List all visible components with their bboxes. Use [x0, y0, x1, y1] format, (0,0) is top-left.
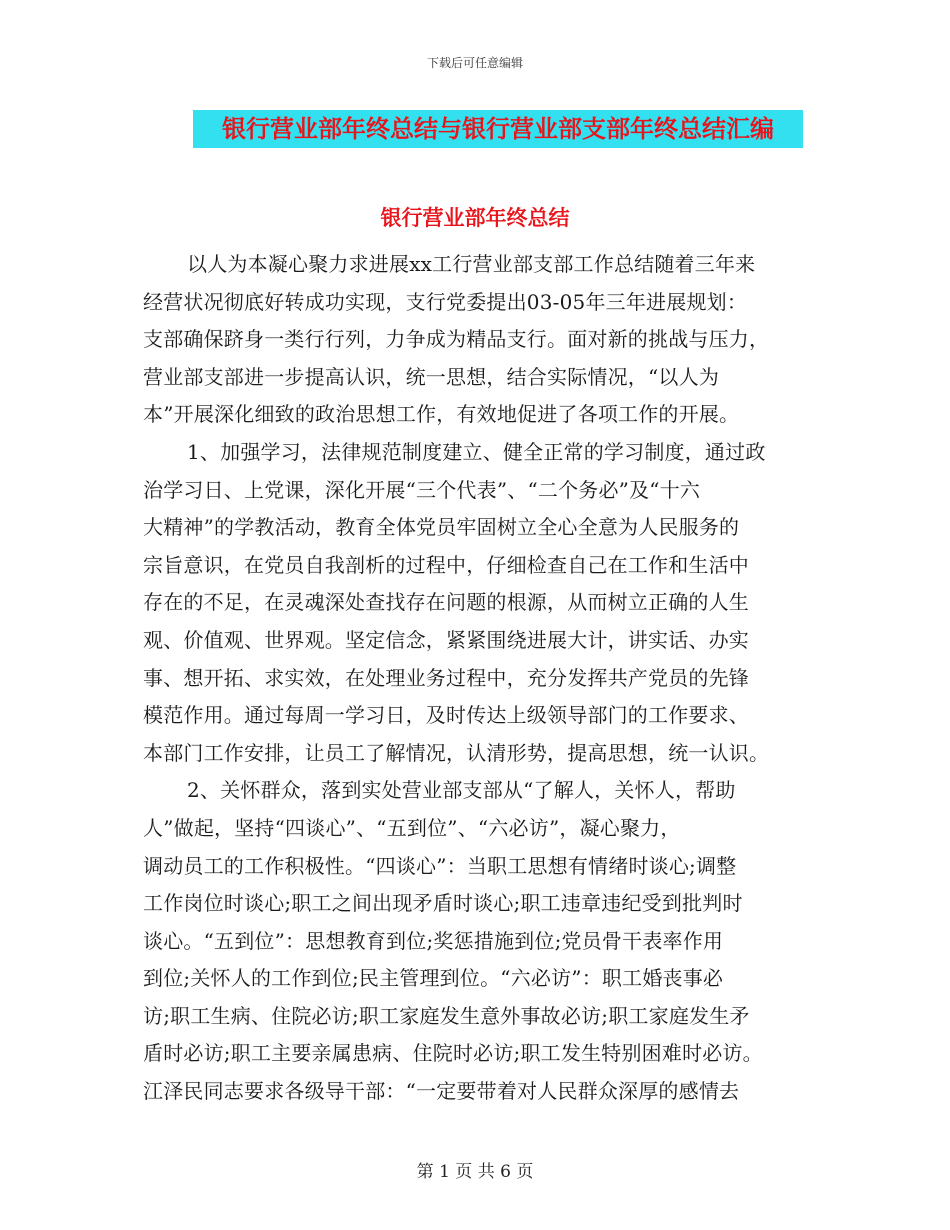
- paragraph-line: 江泽民同志要求各级导干部：“一定要带着对人民群众深厚的感情去: [143, 1079, 740, 1104]
- main-title-highlight: [193, 110, 803, 148]
- paragraph-line: 谈心。“五到位”：思想教育到位;奖惩措施到位;党员骨干表率作用: [143, 928, 724, 953]
- paragraph-line: 本”开展深化细致的政治思想工作，有效地促进了各项工作的开展。: [143, 402, 740, 427]
- page-header-note: 下载后可任意编辑: [426, 56, 523, 70]
- paragraph-line: 以人为本凝心聚力求进展xx工行营业部支部工作总结随着三年来: [187, 252, 756, 276]
- paragraph-line: 盾时必访;职工主要亲属患病、住院时必访;职工发生特别困难时必访。: [143, 1041, 763, 1066]
- paragraph-line: 存在的不足，在灵魂深处查找存在问题的根源，从而树立正确的人生: [143, 590, 749, 615]
- paragraph-line: 支部确保跻身一类行行列，力争成为精品支行。面对新的挑战与压力，: [143, 327, 770, 352]
- paragraph-line: 1、加强学习，法律规范制度建立、健全正常的学习制度，通过政: [187, 439, 766, 464]
- paragraph-line: 大精神”的学教活动，教育全体党员牢固树立全心全意为人民服务的: [143, 515, 740, 540]
- paragraph-line: 2、关怀群众，落到实处营业部支部从“了解人，关怀人，帮助: [187, 778, 736, 803]
- section-title: 银行营业部年终总结: [380, 206, 570, 230]
- paragraph-line: 调动员工的工作积极性。“四谈心”：当职工思想有情绪时谈心;调整: [143, 853, 737, 878]
- paragraph-line: 观、价值观、世界观。坚定信念，紧紧围绕进展大计，讲实话、办实: [143, 627, 749, 652]
- paragraph-line: 经营状况彻底好转成功实现，支行党委提出03-05年三年进展规划：: [143, 289, 748, 314]
- paragraph-line: 模范作用。通过每周一学习日，及时传达上级领导部门的工作要求、: [143, 703, 749, 728]
- main-title: 银行营业部年终总结与银行营业部支部年终总结汇编: [222, 115, 774, 143]
- paragraph-line: 本部门工作安排，让员工了解情况，认清形势，提高思想，统一认识。: [143, 740, 770, 765]
- page-number-footer: 第 1 页 共 6 页: [416, 1162, 534, 1182]
- paragraph-line: 治学习日、上党课，深化开展“三个代表”、“二个务必”及“十六: [143, 477, 701, 502]
- paragraph-line: 营业部支部进一步提高认识，统一思想，结合实际情况，“以人为: [143, 364, 720, 389]
- paragraph-line: 访;职工生病、住院必访;职工家庭发生意外事故必访;职工家庭发生矛: [143, 1003, 750, 1028]
- body-text: [143, 246, 823, 1111]
- paragraph-line: 工作岗位时谈心;职工之间出现矛盾时谈心;职工违章违纪受到批判时: [143, 891, 743, 916]
- paragraph-line: 事、想开拓、求实效，在处理业务过程中，充分发挥共产党员的先锋: [143, 665, 749, 690]
- paragraph-line: 人”做起，坚持“四谈心”、“五到位”、“六必访”，凝心聚力，: [143, 815, 681, 840]
- paragraph-line: 到位;关怀人的工作到位;民主管理到位。“六必访”：职工婚丧事必: [143, 966, 724, 991]
- paragraph-line: 宗旨意识，在党员自我剖析的过程中，仔细检查自己在工作和生活中: [143, 552, 749, 577]
